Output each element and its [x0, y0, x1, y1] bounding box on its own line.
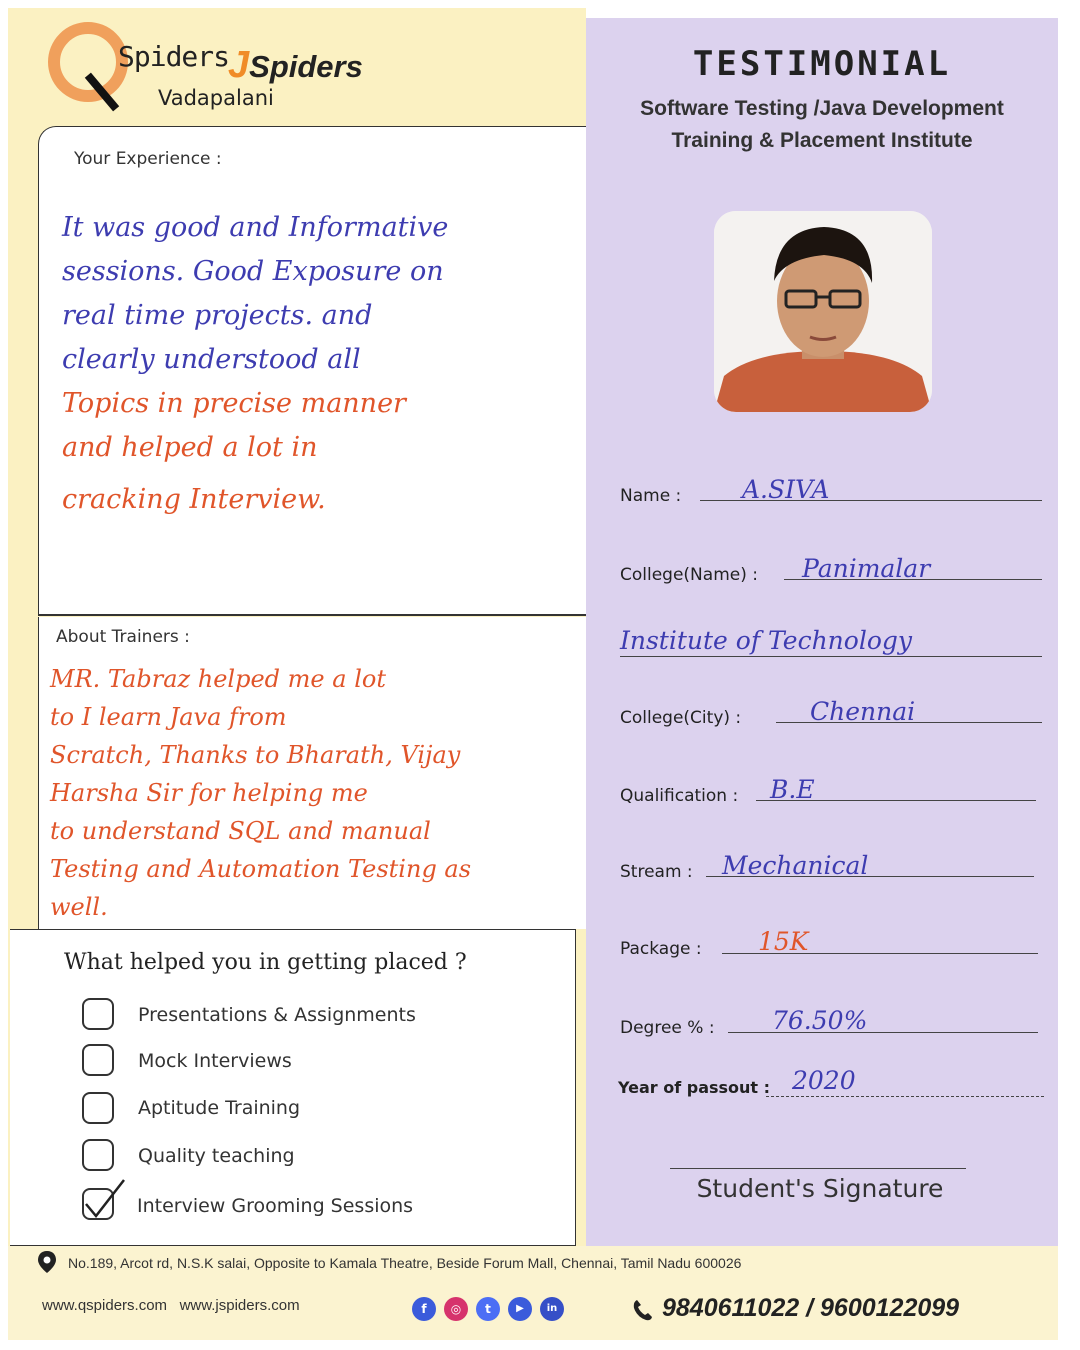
stream-value: Mechanical [722, 851, 869, 880]
college-name-value: Panimalar [802, 554, 931, 583]
websites [42, 1297, 300, 1314]
college-city-label: College(City) : [620, 708, 742, 728]
website-jspiders[interactable]: www.jspiders.com [179, 1297, 300, 1314]
trainers-line: to understand SQL and manual [50, 817, 431, 845]
college-name-value-2: Institute of Technology [620, 626, 912, 655]
experience-line: Topics in precise manner [62, 388, 406, 419]
passout-label: Year of passout : [618, 1078, 771, 1097]
degree-value: 76.50% [772, 1006, 868, 1035]
linkedin-icon[interactable]: in [540, 1297, 564, 1321]
name-value: A.SIVA [742, 475, 830, 504]
option-label: Mock Interviews [138, 1050, 292, 1072]
option-label: Presentations & Assignments [138, 1004, 416, 1026]
placed-question: What helped you in getting placed ? [64, 950, 467, 975]
subtitle-line-2: Training & Placement Institute [671, 129, 973, 152]
degree-label: Degree % : [620, 1018, 715, 1038]
passout-value: 2020 [792, 1066, 856, 1095]
qualification-label: Qualification : [620, 786, 739, 806]
jspiders-text: Spiders [249, 49, 363, 84]
stream-label: Stream : [620, 862, 693, 882]
experience-text [62, 206, 602, 522]
signature-label: Student's Signature [696, 1174, 944, 1203]
trainers-line: Testing and Automation Testing as [50, 855, 472, 883]
college-name-label: College(Name) : [620, 565, 758, 585]
experience-line: sessions. Good Exposure on [62, 256, 444, 287]
branch-location: Vadapalani [158, 86, 274, 110]
experience-line: real time projects. and [62, 300, 373, 331]
checkbox-presentations[interactable] [82, 998, 114, 1030]
experience-label: Your Experience : [74, 149, 222, 169]
checkbox-mock-interviews[interactable] [82, 1044, 114, 1076]
name-label: Name : [620, 486, 682, 506]
option-label: Aptitude Training [138, 1097, 301, 1119]
checkbox-aptitude[interactable] [82, 1092, 114, 1124]
qspiders-logo-icon [48, 22, 128, 102]
instagram-icon[interactable]: ◎ [444, 1297, 468, 1321]
subtitle-line-1: Software Testing /Java Development [640, 97, 1004, 120]
experience-line: clearly understood all [62, 344, 361, 375]
package-label: Package : [620, 939, 702, 959]
signature-line [670, 1168, 966, 1169]
trainers-line: Harsha Sir for helping me [50, 779, 368, 807]
trainers-text [50, 660, 610, 926]
passout-line [766, 1096, 1044, 1097]
college-city-value: Chennai [810, 697, 916, 726]
subtitle [586, 93, 1058, 157]
website-qspiders[interactable]: www.qspiders.com [42, 1297, 168, 1314]
qualification-value: B.E [770, 775, 815, 804]
trainers-line: Scratch, Thanks to Bharath, Vijay [50, 741, 461, 769]
brand-qspiders: Spiders [118, 40, 230, 73]
student-photo [714, 211, 932, 412]
phone-icon [632, 1298, 654, 1322]
option-label: Interview Grooming Sessions [137, 1195, 414, 1217]
divider [38, 615, 586, 616]
page-title: TESTIMONIAL [692, 44, 952, 84]
college-name-line-2 [620, 656, 1042, 657]
trainers-line: MR. Tabraz helped me a lot [50, 665, 386, 693]
checkmark-icon [80, 1176, 128, 1222]
address-text: No.189, Arcot rd, N.S.K salai, Opposite to Kamala Theatre, Beside Forum Mall, Chennai, Tamil Nadu 600026 [68, 1255, 742, 1271]
jspiders-j-letter: J [228, 44, 250, 86]
trainers-label: About Trainers : [56, 627, 190, 647]
phone-numbers[interactable]: 9840611022 / 9600122099 [662, 1294, 960, 1322]
twitter-icon[interactable]: t [476, 1297, 500, 1321]
facebook-icon[interactable]: f [412, 1297, 436, 1321]
checkbox-quality-teaching[interactable] [82, 1139, 114, 1171]
experience-line: It was good and Informative [62, 212, 449, 243]
experience-line: cracking Interview. [62, 484, 326, 515]
package-value: 15K [758, 927, 809, 956]
trainers-line: well. [50, 893, 108, 921]
experience-line: and helped a lot in [62, 432, 318, 463]
youtube-icon[interactable]: ▶ [508, 1297, 532, 1321]
location-pin-icon [38, 1251, 56, 1273]
trainers-line: to I learn Java from [50, 703, 287, 731]
brand-jspiders [228, 44, 363, 87]
option-label: Quality teaching [138, 1145, 295, 1167]
